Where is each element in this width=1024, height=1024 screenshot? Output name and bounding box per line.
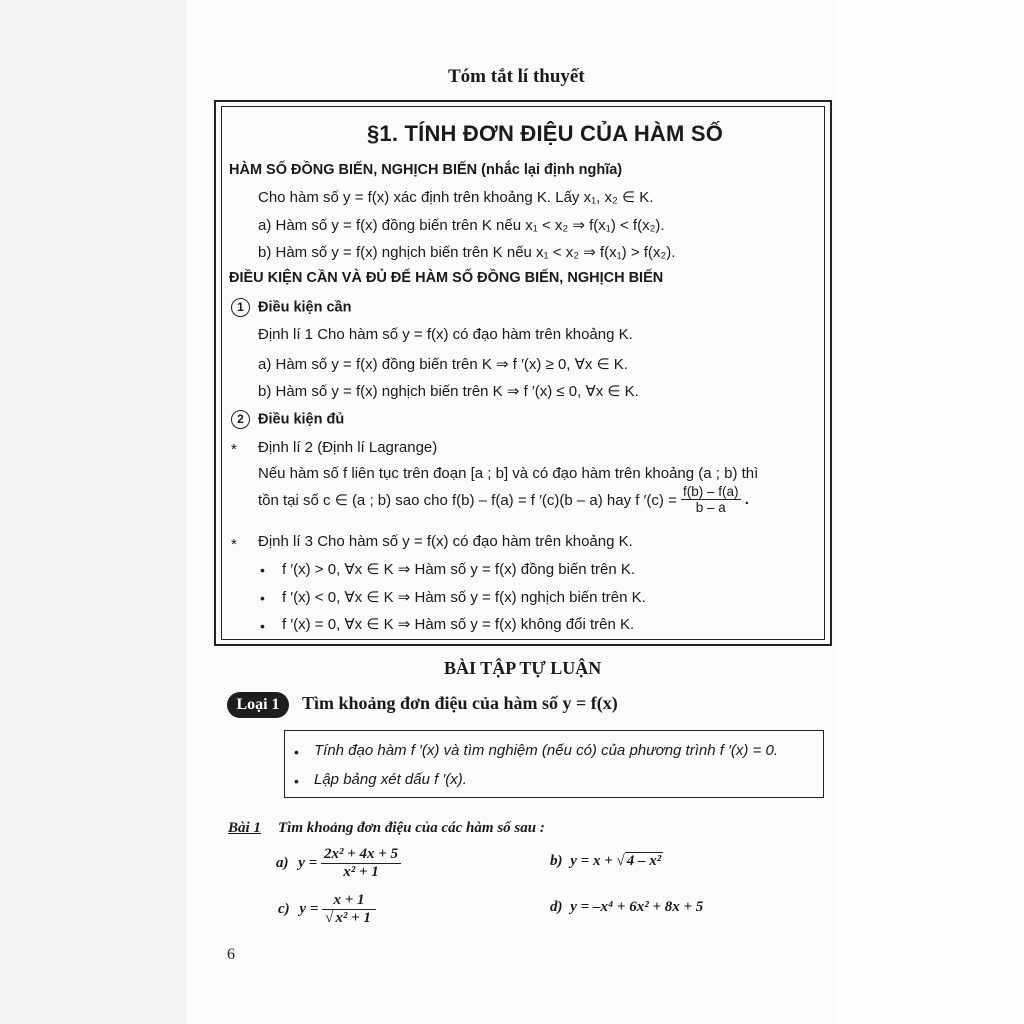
item-c-lhs: y = [299,901,319,917]
left-margin [0,0,186,1024]
star-bullet: * [231,536,237,553]
page-header-title: Tóm tắt lí thuyết [448,66,585,87]
item-c-numerator: x + 1 [322,892,376,910]
item-b-label: b) [550,853,563,869]
exercise-item-c [278,892,376,927]
theorem-2-line-2 [258,484,749,515]
right-margin [836,0,1024,1024]
circled-number-2: 2 [231,410,250,429]
bullet-dot: • [260,590,265,606]
method-step: Lập bảng xét dấu f ′(x). [314,771,467,788]
exercise-instruction: Tìm khoảng đơn điệu của các hàm số sau : [278,820,545,836]
theorem-3-item: f ′(x) = 0, ∀x ∈ K ⇒ Hàm số y = f(x) không đổi trên K. [282,616,635,633]
item-d-label: d) [550,899,563,915]
method-step: Tính đạo hàm f ′(x) và tìm nghiệm (nếu có) của phương trình f ′(x) = 0. [314,742,778,759]
exercises-title: BÀI TẬP TỰ LUẬN [444,658,602,678]
item-c-fraction [322,892,376,927]
condition-1 [231,298,351,317]
bullet-dot: • [260,562,265,578]
theorem-3-item: f ′(x) > 0, ∀x ∈ K ⇒ Hàm số y = f(x) đồng biến trên K. [282,561,635,578]
item-a-lhs: y = [298,855,318,871]
item-b-lhs: y = x + [570,853,613,869]
item-c-denominator [322,910,376,927]
heading-conditions: ĐIỀU KIỆN CẦN VÀ ĐỦ ĐỂ HÀM SỐ ĐỒNG BIẾN, NGHỊCH BIẾN [229,270,664,286]
definition-b: b) Hàm số y = f(x) nghịch biến trên K nếu x₁ < x₂ ⇒ f(x₁) > f(x₂). [258,244,676,261]
condition-2 [231,410,344,429]
item-a-numerator: 2x² + 4x + 5 [321,846,401,864]
theorem-2-period: . [744,491,749,508]
type-badge: Loại 1 [227,692,289,718]
section-title: §1. TÍNH ĐƠN ĐIỆU CỦA HÀM SỐ [367,121,724,146]
item-a-denominator: x² + 1 [343,864,379,880]
sqrt-sign: √ [616,853,625,869]
condition-1-title: Điều kiện cần [258,299,352,316]
item-a-fraction [321,846,401,881]
exercise-item-a [276,846,401,881]
item-a-label: a) [276,855,289,871]
definition-a: a) Hàm số y = f(x) đồng biến trên K nếu x₁ < x₂ ⇒ f(x₁) < f(x₂). [258,217,665,234]
exercise-item-b [550,853,663,870]
theorem-1: Định lí 1 Cho hàm số y = f(x) có đạo hàm trên khoảng K. [258,326,633,343]
theorem-3-item: f ′(x) < 0, ∀x ∈ K ⇒ Hàm số y = f(x) nghịch biến trên K. [282,589,646,606]
condition-2-title: Điều kiện đủ [258,411,345,428]
exercise-label: Bài 1 [228,820,261,836]
type-title: Tìm khoảng đơn điệu của hàm số y = f(x) [302,693,618,713]
heading-monotonic-definition: HÀM SỐ ĐỒNG BIẾN, NGHỊCH BIẾN (nhắc lại định nghĩa) [229,162,623,178]
theorem-3: Định lí 3 Cho hàm số y = f(x) có đạo hàm trên khoảng K. [258,533,633,550]
item-b-radicand: 4 – x² [626,853,662,869]
theorem-2-line-1: Nếu hàm số f liên tục trên đoạn [a ; b] và có đạo hàm trên khoảng (a ; b) thì [258,465,759,482]
exercise-item-d [550,899,703,916]
star-bullet: * [231,441,237,458]
circled-number-1: 1 [231,298,250,317]
theorem-1-b: b) Hàm số y = f(x) nghịch biến trên K ⇒ f ′(x) ≤ 0, ∀x ∈ K. [258,383,639,400]
bullet-dot: • [294,744,299,760]
page-number: 6 [227,946,235,963]
theorem-2-text: tồn tại số c ∈ (a ; b) sao cho f(b) – f(a) = f ′(c)(b – a) hay f ′(c) = [258,491,677,509]
lagrange-numerator: f(b) – f(a) [683,484,739,499]
lagrange-fraction [681,484,741,515]
theorem-2: Định lí 2 (Định lí Lagrange) [258,439,438,456]
theorem-1-a: a) Hàm số y = f(x) đồng biến trên K ⇒ f ′(x) ≥ 0, ∀x ∈ K. [258,356,628,373]
bullet-dot: • [260,618,265,634]
lagrange-denominator: b – a [695,500,726,515]
item-d-expression: y = –x⁴ + 6x² + 8x + 5 [570,899,704,915]
sqrt-sign: √ [325,910,334,926]
bullet-dot: • [294,773,299,789]
definition-intro: Cho hàm số y = f(x) xác định trên khoảng K. Lấy x₁, x₂ ∈ K. [258,189,654,206]
item-c-label: c) [278,901,290,917]
item-c-radicand: x² + 1 [335,910,371,926]
